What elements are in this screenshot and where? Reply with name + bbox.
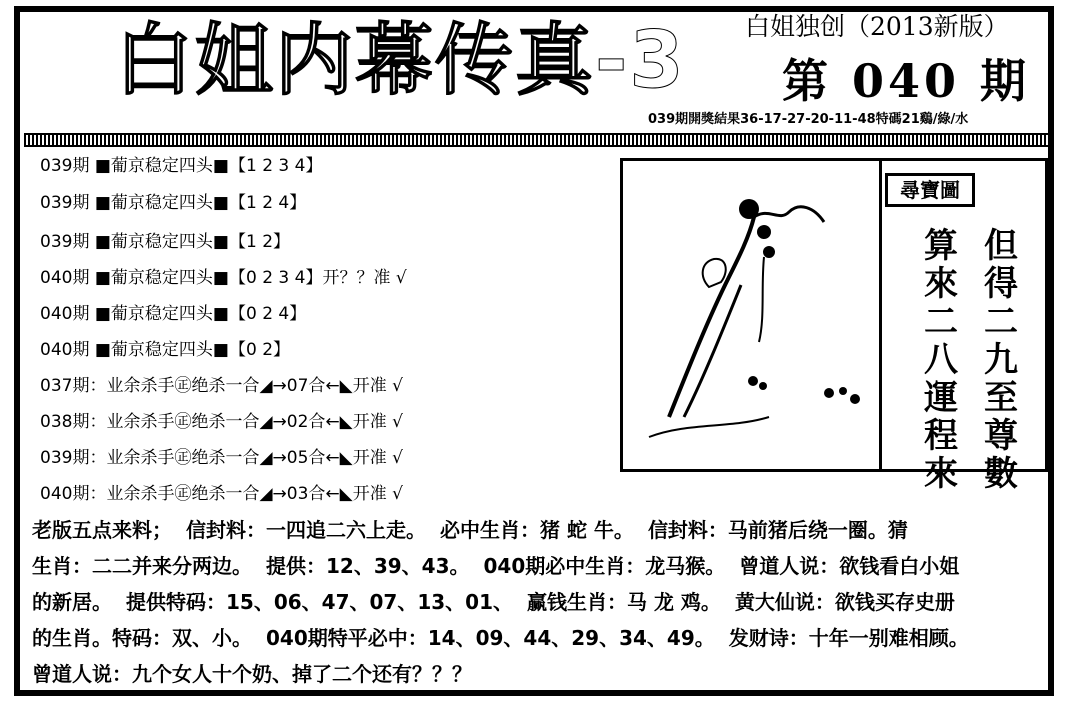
note-text: 发财诗：十年一别难相顾。: [728, 626, 969, 650]
note-text: 必中生肖：猪 蛇 牛。: [440, 518, 634, 542]
list-item: 038期：业余杀手㊣绝杀一合◢→02合←◣开准 √: [40, 412, 403, 432]
note-text: 的新居。: [32, 590, 112, 614]
note-line: [32, 512, 1044, 548]
list-item: 037期：业余杀手㊣绝杀一合◢→07合←◣开准 √: [40, 376, 403, 396]
note-line: [32, 548, 1044, 584]
poem-left-column: 算來二八運程來: [924, 226, 958, 494]
note-text: 提供特码：15、06、47、07、13、01、: [126, 590, 513, 614]
treasure-map-box: [620, 158, 1048, 494]
list-item: 039期 ■葡京稳定四头■【1 2 4】: [40, 193, 307, 213]
treasure-label: 尋寶圖: [885, 173, 975, 207]
list-item: 040期 ■葡京稳定四头■【0 2 3 4】开？？准 √: [40, 268, 407, 288]
header-divider: [24, 133, 1048, 147]
page-title: 白姐内幕传真-3: [115, 16, 686, 106]
bottom-notes: [32, 512, 1044, 692]
previous-result: 039期開獎結果36-17-27-20-11-48特碼21鷄/綠/水: [648, 112, 969, 127]
note-text: 信封料：一四追二六上走。: [186, 518, 426, 542]
note-text: 信封料：马前猪后绕一圈。猜: [647, 518, 908, 542]
note-text: 的生肖。特码：双、小。: [32, 626, 252, 650]
box-divider: [879, 161, 882, 469]
note-text: 曾道人说：欲钱看白小姐: [739, 554, 960, 578]
issue-number: 第 040 期: [782, 54, 1031, 108]
list-item: 039期 ■葡京稳定四头■【1 2 3 4】: [40, 156, 323, 176]
note-line: [32, 620, 1044, 656]
note-text: 曾道人说：九个女人十个奶、掉了二个还有？？？: [32, 662, 472, 686]
list-item: 039期 ■葡京稳定四头■【1 2】: [40, 232, 291, 252]
note-text: 040期特平必中：14、09、44、29、34、49。: [266, 626, 715, 650]
note-text: 老版五点来料；: [32, 518, 172, 542]
edition-label: 白姐独创（2013新版）: [745, 12, 1009, 41]
note-text: 提供：12、39、43。: [266, 554, 470, 578]
note-text: 黄大仙说：欲钱买存史册: [734, 590, 955, 614]
list-item: 040期：业余杀手㊣绝杀一合◢→03合←◣开准 √: [40, 484, 403, 504]
note-text: 040期必中生肖：龙马猴。: [483, 554, 726, 578]
note-line: [32, 656, 1044, 692]
note-text: 赢钱生肖：马 龙 鸡。: [527, 590, 721, 614]
list-item: 040期 ■葡京稳定四头■【0 2】: [40, 340, 291, 360]
list-item: 040期 ■葡京稳定四头■【0 2 4】: [40, 304, 307, 324]
note-text: 生肖：二二并来分两边。: [32, 554, 252, 578]
note-line: [32, 584, 1044, 620]
list-item: 039期：业余杀手㊣绝杀一合◢→05合←◣开准 √: [40, 448, 403, 468]
poem-right-column: 但得二九至尊數: [984, 226, 1018, 494]
treasure-illustration: [629, 167, 877, 463]
